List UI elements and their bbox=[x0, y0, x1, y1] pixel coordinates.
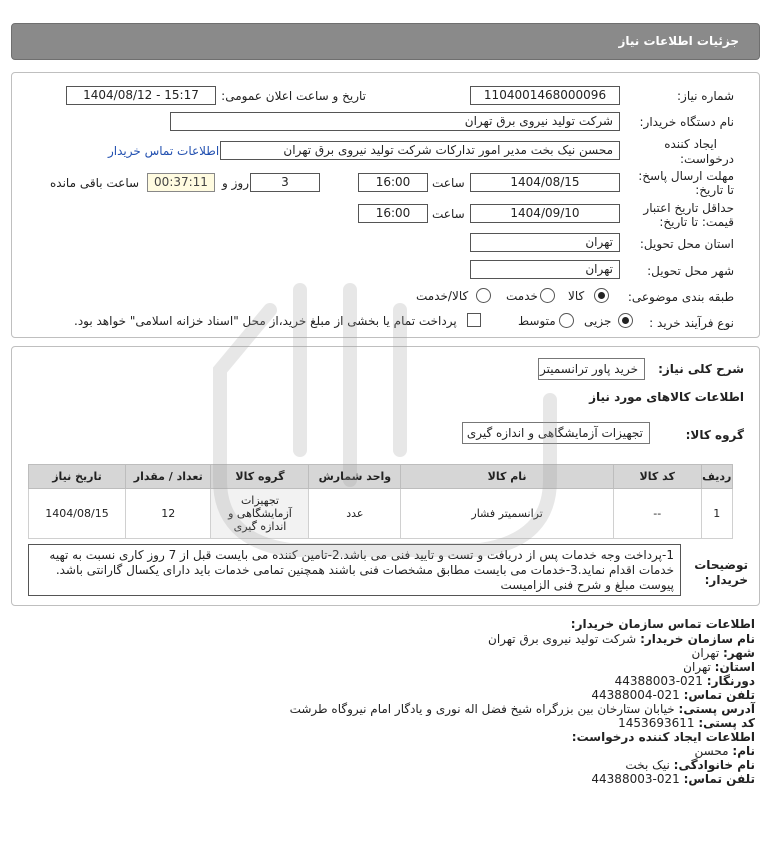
contact-city-label: شهر: bbox=[723, 646, 755, 660]
contact-address-label: آدرس پستی: bbox=[678, 702, 755, 716]
category-radio-service[interactable] bbox=[540, 288, 555, 303]
contact-address: خیابان ستارخان بین بزرگراه شیخ فضل اله نوری و یادگار امام نیروگاه طرشت bbox=[289, 702, 675, 716]
province-label: استان محل تحویل: bbox=[639, 237, 734, 251]
city-label: شهر محل تحویل: bbox=[647, 264, 734, 278]
summary-field[interactable]: خرید پاور ترانسمیتر bbox=[538, 358, 645, 380]
goods-group-label: گروه کالا: bbox=[685, 428, 744, 442]
cell-code: -- bbox=[613, 489, 701, 539]
contact-fax: 021-44388003 bbox=[614, 674, 703, 688]
contact-postal-line bbox=[618, 716, 755, 730]
creator-first-name: محسن bbox=[694, 744, 729, 758]
contact-city-line bbox=[692, 646, 755, 660]
announce-label: تاریخ و ساعت اعلان عمومی: bbox=[221, 89, 366, 103]
buyer-notes-box: 1-پرداخت وجه خدمات پس از دریافت و تست و تایید فنی می باشد.2-تامین کننده می بایست قبل از 7 روز کاری نسبت به تهیه خدمات اقدام نماید.3-خدمات می بایست مطابق مشخصات فنی باشند همچنین تمامی خدمات باید دارای یکسال گارانتی باشد. پیوست مبلغ و شرح فنی الزامیست bbox=[28, 544, 681, 596]
process-option-minor: جزیی bbox=[584, 314, 612, 328]
category-option-goods-service: کالا/خدمت bbox=[416, 289, 469, 303]
creator-last-name: نیک بخت bbox=[625, 758, 670, 772]
creator-first-name-line bbox=[695, 744, 755, 758]
city-field[interactable]: تهران bbox=[470, 260, 620, 279]
process-radio-minor[interactable] bbox=[618, 313, 633, 328]
category-radio-goods[interactable] bbox=[594, 288, 609, 303]
header-row-number: ردیف bbox=[701, 465, 733, 489]
contact-title: اطلاعات تماس سازمان خریدار: bbox=[570, 617, 755, 631]
cell-name: ترانسمیتر فشار bbox=[401, 489, 614, 539]
province-field[interactable]: تهران bbox=[470, 233, 620, 252]
deadline-time-label: ساعت bbox=[432, 176, 465, 190]
contact-phone-line bbox=[591, 688, 755, 702]
summary-label: شرح کلی نیاز: bbox=[658, 362, 744, 376]
contact-city: تهران bbox=[691, 646, 720, 660]
notes-label-line1: توضیحات bbox=[694, 558, 748, 572]
contact-fax-line bbox=[615, 674, 755, 688]
contact-address-line bbox=[290, 702, 755, 716]
notes-label-line2: خریدار: bbox=[704, 573, 748, 587]
cell-group: تجهیزات آزمایشگاهی و اندازه گیری bbox=[211, 489, 309, 539]
contact-postal: 1453693611 bbox=[618, 716, 695, 730]
page-title: جزئیات اطلاعات نیاز bbox=[618, 34, 739, 48]
creator-field[interactable]: محسن نیک بخت مدیر امور تدارکات شرکت تولید نیروی برق تهران bbox=[220, 141, 620, 160]
process-option-medium: متوسط bbox=[518, 314, 556, 328]
validity-date-field[interactable]: 1404/09/10 bbox=[470, 204, 620, 223]
deadline-label-line2: تا تاریخ: bbox=[695, 183, 734, 197]
header-qty: تعداد / مقدار bbox=[126, 465, 211, 489]
creator-label-line2: درخواست: bbox=[680, 152, 734, 166]
days-label: روز و bbox=[222, 176, 249, 190]
contact-phone: 021-44388004 bbox=[591, 688, 680, 702]
header-date: تاریخ نیاز bbox=[29, 465, 126, 489]
deadline-date-field[interactable]: 1404/08/15 bbox=[470, 173, 620, 192]
cell-date: 1404/08/15 bbox=[29, 489, 126, 539]
table-row[interactable] bbox=[29, 489, 733, 539]
validity-label-line1: حداقل تاریخ اعتبار bbox=[643, 201, 734, 215]
cell-unit: عدد bbox=[309, 489, 401, 539]
contact-org-label: نام سازمان خریدار: bbox=[640, 632, 755, 646]
validity-label-line2: قیمت: تا تاریخ: bbox=[659, 215, 734, 229]
contact-org-line bbox=[488, 632, 755, 646]
category-radio-goods-service[interactable] bbox=[476, 288, 491, 303]
creator-last-name-line bbox=[625, 758, 755, 772]
validity-time-field[interactable]: 16:00 bbox=[358, 204, 428, 223]
category-label: طبقه بندی موضوعی: bbox=[627, 290, 734, 304]
need-number-field[interactable]: 1104001468000096 bbox=[470, 86, 620, 105]
creator-phone-line bbox=[591, 772, 755, 786]
contact-province: تهران bbox=[683, 660, 711, 674]
contact-org: شرکت تولید نیروی برق تهران bbox=[488, 632, 637, 646]
buyer-org-label: نام دستگاه خریدار: bbox=[639, 115, 734, 129]
announce-datetime-field[interactable]: 1404/08/12 - 15:17 bbox=[66, 86, 216, 105]
creator-label-line1: ایجاد کننده bbox=[664, 137, 717, 151]
page-title-bar bbox=[11, 23, 760, 60]
category-option-goods: کالا bbox=[568, 289, 585, 303]
contact-province-line bbox=[683, 660, 755, 674]
header-code: کد کالا bbox=[613, 465, 701, 489]
buyer-org-field[interactable]: شرکت تولید نیروی برق تهران bbox=[170, 112, 620, 131]
goods-group-field[interactable]: تجهیزات آزمایشگاهی و اندازه گیری bbox=[462, 422, 650, 444]
creator-last-name-label: نام خانوادگی: bbox=[673, 758, 755, 772]
remaining-time-field: 00:37:11 bbox=[147, 173, 215, 192]
contact-phone-label: تلفن تماس: bbox=[683, 688, 755, 702]
days-remaining-field[interactable]: 3 bbox=[250, 173, 320, 192]
creator-info-title: اطلاعات ایجاد کننده درخواست: bbox=[571, 730, 755, 744]
deadline-label-line1: مهلت ارسال پاسخ: bbox=[638, 169, 734, 183]
validity-time-label: ساعت bbox=[432, 207, 465, 221]
buyer-contact-link[interactable]: اطلاعات تماس خریدار bbox=[108, 144, 220, 158]
need-number-label: شماره نیاز: bbox=[677, 89, 734, 103]
process-label: نوع فرآیند خرید : bbox=[649, 316, 734, 330]
cell-row-number: 1 bbox=[701, 489, 733, 539]
contact-fax-label: دورنگار: bbox=[706, 674, 755, 688]
category-option-service: خدمت bbox=[506, 289, 538, 303]
deadline-time-field[interactable]: 16:00 bbox=[358, 173, 428, 192]
contact-province-label: استان: bbox=[714, 660, 755, 674]
header-unit: واحد شمارش bbox=[309, 465, 401, 489]
creator-phone-label: تلفن تماس: bbox=[683, 772, 755, 786]
treasury-payment-note: پرداخت تمام یا بخشی از مبلغ خرید،از محل "اسناد خزانه اسلامی" خواهد بود. bbox=[74, 314, 457, 328]
cell-qty: 12 bbox=[126, 489, 211, 539]
contact-postal-label: کد پستی: bbox=[698, 716, 755, 730]
creator-first-name-label: نام: bbox=[732, 744, 755, 758]
header-name: نام کالا bbox=[401, 465, 614, 489]
process-radio-medium[interactable] bbox=[559, 313, 574, 328]
header-group: گروه کالا bbox=[211, 465, 309, 489]
items-table-header bbox=[29, 465, 733, 489]
remaining-label: ساعت باقی مانده bbox=[50, 176, 140, 190]
goods-info-title: اطلاعات کالاهای مورد نیاز bbox=[589, 390, 744, 404]
treasury-payment-checkbox[interactable] bbox=[467, 313, 481, 327]
items-table bbox=[28, 464, 733, 539]
creator-phone: 021-44388003 bbox=[591, 772, 680, 786]
